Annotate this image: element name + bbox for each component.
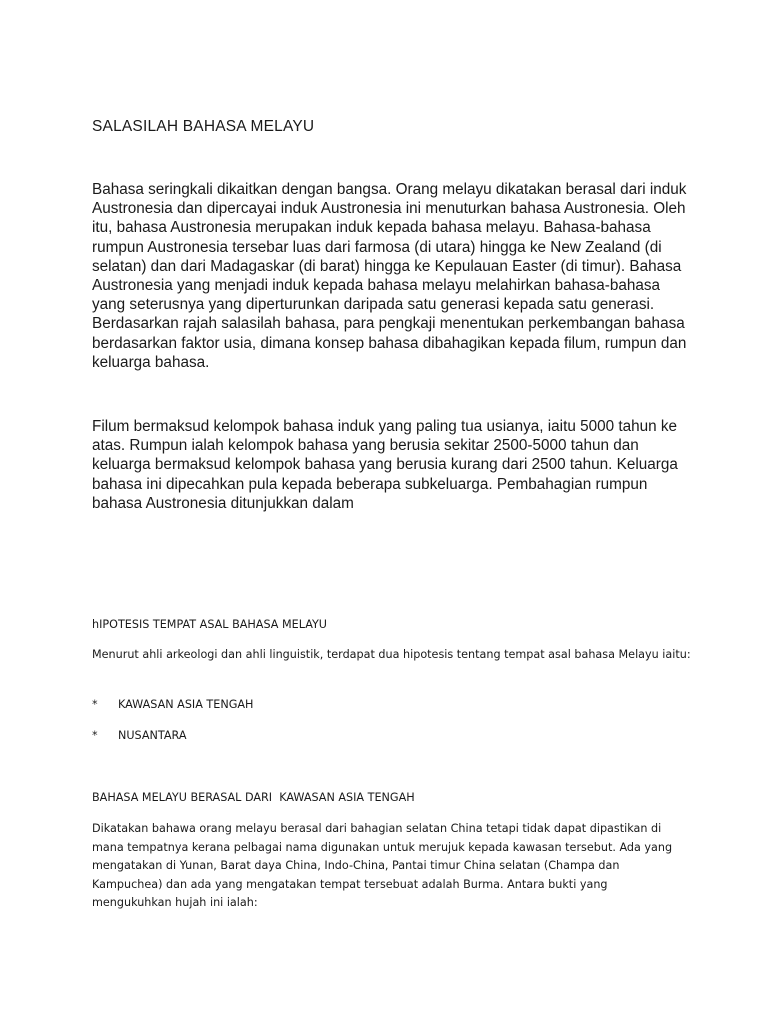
paragraph-intro: Bahasa seringkali dikaitkan dengan bangsa. Orang melayu dikatakan berasal dari induk Austronesia dan dipercayai induk Austronesia ini menuturkan bahasa Austronesia. Oleh itu, bahasa Austronesia merupakan induk kepada bahasa melayu. Bahasa-bahasa rumpun Austronesia tersebar luas dari farmosa (di utara) hingga ke New Zealand (di selatan) dan dari Madagaskar (di barat) hingga ke Kepulauan Easter (di timur). Bahasa Austronesia yang menjadi induk kepada bahasa melayu melahirkan bahasa-bahasa yang seterusnya yang diperturunkan daripada satu generasi kepada satu generasi. Berdasarkan rajah salasilah bahasa, para pengkaji menentukan perkembangan bahasa berdasarkan faktor usia, dimana konsep bahasa dibahagikan kepada filum, rumpun dan keluarga bahasa. (92, 181, 687, 371)
paragraph-hipotesis: Menurut ahli arkeologi dan ahli linguistik, terdapat dua hipotesis tentang tempat asal bahasa Melayu iaitu: (92, 648, 691, 661)
bullet-marker: * (92, 729, 98, 742)
list-item (92, 727, 186, 745)
bullet-marker: * (92, 698, 98, 711)
list-item-text: KAWASAN ASIA TENGAH (118, 698, 254, 711)
document-title: SALASILAH BAHASA MELAYU (92, 118, 315, 135)
list-item-text: NUSANTARA (118, 729, 187, 742)
section-heading-asia-tengah: BAHASA MELAYU BERASAL DARI KAWASAN ASIA TENGAH (92, 791, 415, 804)
paragraph-filum: Filum bermaksud kelompok bahasa induk yang paling tua usianya, iaitu 5000 tahun ke atas. Rumpun ialah kelompok bahasa yang berusia sekitar 2500-5000 tahun dan keluarga bermaksud kelompok bahasa yang berusia kurang dari 2500 tahun. Keluarga bahasa ini dipecahkan pula kepada beberapa subkeluarga. Pembahagian rumpun bahasa Austronesia ditunjukkan dalam (92, 418, 678, 512)
paragraph-asia-tengah: Dikatakan bahawa orang melayu berasal dari bahagian selatan China tetapi tidak dapat dipastikan di mana tempatnya kerana pelbagai nama digunakan untuk merujuk kepada kawasan tersebut. Ada yang mengatakan di Yunan, Barat daya China, Indo-China, Pantai timur China selatan (Champa dan Kampuchea) dan ada yang mengatakan tempat tersebuat adalah Burma. Antara bukti yang mengukuhkan hujah ini ialah: (92, 822, 673, 909)
list-item (92, 696, 253, 714)
section-heading-hipotesis: hIPOTESIS TEMPAT ASAL BAHASA MELAYU (92, 618, 327, 631)
